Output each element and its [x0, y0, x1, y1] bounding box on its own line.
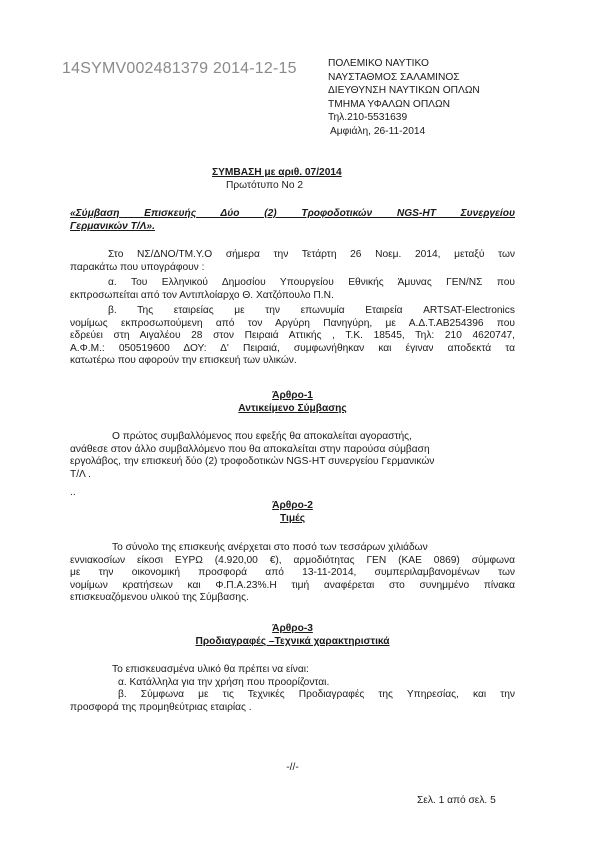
subject-line-2: Γερμανικών Τ/Λ».: [70, 221, 155, 232]
intro-line-2: παρακάτω που υπογράφουν :: [70, 261, 205, 273]
article-1-dots: ..: [70, 487, 76, 498]
document-stamp: 14SYMV002481379 2014-12-15: [62, 60, 297, 77]
article-3-title: Προδιαγραφές –Τεχνικά χαρακτηριστικά: [195, 636, 390, 647]
party-a-line-1: α. Του Ελληνικού Δημοσίου Υπουργείου Εθνικής Άμυνας ΓΕΝ/ΝΣ που: [108, 277, 515, 288]
article-3-item-a: α. Κατάλληλα για την χρήση που προορίζονται.: [118, 676, 330, 688]
article-1-heading: [70, 389, 515, 415]
page-separator: -//-: [286, 762, 299, 773]
party-b-line-1: β. Της εταιρείας με την επωνυμία Εταιρεία ARTSAT-Electronics: [108, 305, 515, 316]
article-1-line-4: Τ/Λ .: [70, 468, 91, 480]
page-number: Σελ. 1 από σελ. 5: [417, 795, 496, 806]
intro-party-b: [70, 305, 515, 368]
article-2-line-2: εννιακοσίων είκοσι ΕΥΡΩ (4.920,00 €), αρμοδιότητας ΓΕΝ (ΚΑΕ 0869) σύμφωνα: [70, 554, 515, 566]
party-b-line-5: κατωτέρω που αφορούν την επισκευή των υλικών.: [70, 355, 297, 367]
article-2-title: Τιμές: [280, 513, 305, 524]
article-1-line-3: εργολάβος, την επισκευή δύο (2) τροφοδοτικών NGS-HT συνεργείου Γερμανικών: [70, 456, 435, 468]
letterhead: [328, 57, 480, 139]
letterhead-date: Αμφιάλη, 26-11-2014: [330, 125, 426, 137]
article-2-line-1: Το σύνολο της επισκευής ανέρχεται στο ποσό των τεσσάρων χιλιάδων: [112, 542, 428, 553]
party-b-line-4: Α.Φ.Μ.: 050519600 ΔΟΥ: Δ' Πειραιά, συμφωνήθηκαν και έγιναν αποδεκτά τα: [70, 342, 515, 354]
article-1-title: Αντικείμενο Σύμβασης: [238, 403, 347, 414]
letterhead-line-3: ΔΙΕΥΘΥΝΣΗ ΝΑΥΤΙΚΩΝ ΟΠΛΩΝ: [328, 85, 480, 97]
article-1-line-2: ανάθεσε στον άλλο συμβαλλόμενο που θα αποκαλείται στην παρούσα σύμβαση: [70, 443, 430, 455]
article-2-number: Άρθρο-2: [272, 500, 313, 511]
letterhead-line-4: ΤΜΗΜΑ ΥΦΑΛΩΝ ΟΠΛΩΝ: [328, 98, 450, 110]
article-1-body: [70, 431, 515, 481]
contract-title: ΣΥΜΒΑΣΗ με αριθ. 07/2014: [212, 167, 342, 178]
intro-line-1: Στο ΝΣ/ΔΝΟ/ΤΜ.Υ.Ο σήμερα την Τετάρτη 26 Νοεμ. 2014, μεταξύ των: [108, 249, 515, 260]
article-3-item-b-line-1: β. Σύμφωνα με τις Τεχνικές Προδιαγραφές της Υπηρεσίας, και την: [118, 689, 515, 701]
article-2-line-5: επισκευαζόμενου υλικού της Σύμβασης.: [70, 592, 249, 604]
contract-subtitle: Πρωτότυπο Νο 2: [226, 180, 304, 191]
article-2-heading: [70, 499, 515, 525]
party-a-line-2: εκπροσωπείται από τον Αντιπλοίαρχο Θ. Χατζόπουλο Π.Ν.: [70, 289, 334, 301]
article-2-line-3: με την οικονομική προσφορά από 13-11-2014, συμπεριλαμβανομένων των: [70, 567, 515, 579]
intro-party-a: [70, 277, 515, 302]
letterhead-phone: Τηλ.210-5531639: [328, 112, 408, 124]
contract-subject: [70, 207, 515, 233]
article-3-number: Άρθρο-3: [272, 623, 313, 634]
party-b-line-2: νομίμως εκπροσωπούμενη από τον Αργύρη Πανηγύρη, με Α.Δ.Τ.ΑΒ254396 που: [70, 317, 515, 329]
article-3-item-b-line-2: προσφορά της προμηθεύτριας εταιρίας .: [70, 701, 252, 713]
article-3-line-1: Το επισκευασμένα υλικό θα πρέπει να είναι:: [112, 664, 309, 675]
letterhead-line-2: ΝΑΥΣΤΑΘΜΟΣ ΣΑΛΑΜΙΝΟΣ: [328, 71, 460, 83]
article-2-body: [70, 542, 515, 605]
article-3-heading: [70, 622, 515, 648]
letterhead-line-1: ΠΟΛΕΜΙΚΟ ΝΑΥΤΙΚΟ: [328, 58, 429, 69]
subject-line-1: «Σύμβαση Επισκευής Δύο (2) Τροφοδοτικών NGS-HT Συνεργείου: [70, 208, 515, 219]
party-b-line-3: εδρεύει στη Αιγαλέου 28 στον Πειραιά Αττικής , Τ.Κ. 18545, Τηλ: 210 4620747,: [70, 330, 515, 342]
article-1-number: Άρθρο-1: [272, 390, 313, 401]
intro-paragraph: [70, 249, 515, 274]
article-1-line-1: Ο πρώτος συμβαλλόμενος που εφεξής θα αποκαλείται αγοραστής,: [112, 431, 412, 442]
article-3-body: [70, 664, 515, 714]
article-2-line-4: νομίμων κρατήσεων και Φ.Π.Α.23%.Η τιμή αναφέρεται στο συνημμένο πίνακα: [70, 579, 515, 591]
